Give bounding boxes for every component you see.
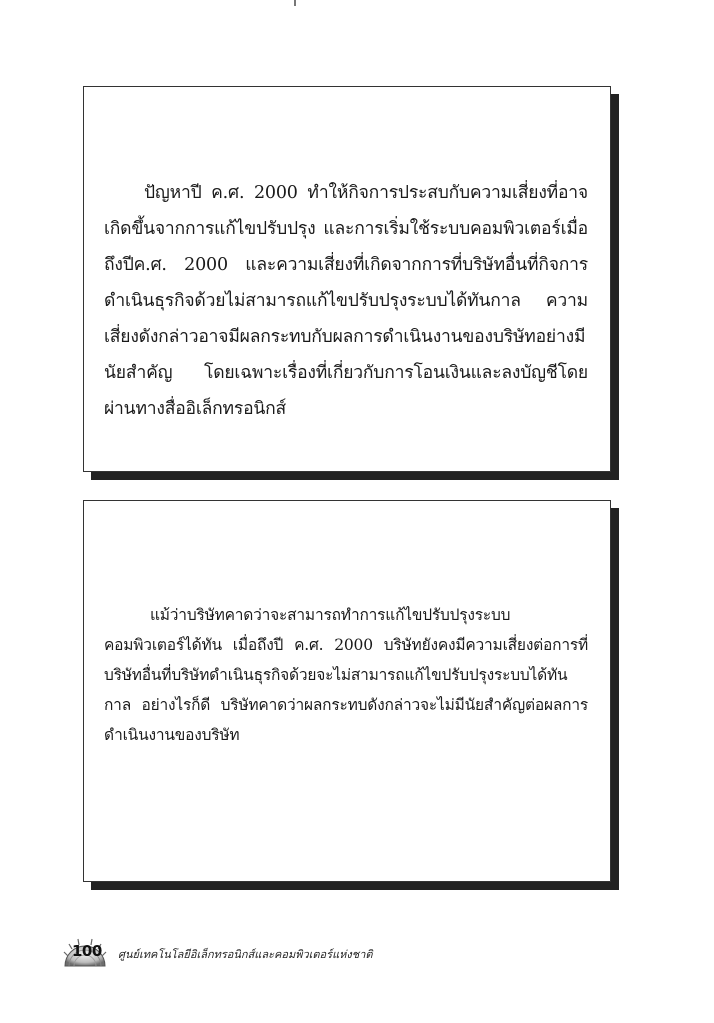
paragraph-y2k-risk: ปัญหาปี ค.ศ. 2000 ทำให้กิจการประสบกับความเสี่ยงที่อาจเกิดขึ้นจากการแก้ไขปรับปรุง และการเริ่มใช้ระบบคอมพิวเตอร์เมื่อถึงปีค.ศ. 2000 และความเสี่ยงที่เกิดจากการที่บริษัทอื่นที่กิจการดำเนินธุรกิจด้วยไม่สามารถแก้ไขปรับปรุงระบบได้ทันกาล ความเสี่ยงดังกล่าวอาจมีผลกระทบกับผลการดำเนินงานของบริษัทอย่างมีนัยสำคัญ โดยเฉพาะเรื่องที่เกี่ยวกับการโอนเงินและลงบัญชีโดยผ่านทางสื่ออิเล็กทรอนิกส์ <box>104 183 588 419</box>
text-box-company-expectation <box>83 500 611 882</box>
page-number: 100 <box>72 942 102 960</box>
text-box-y2k-risk <box>83 86 611 472</box>
page-footer <box>62 922 522 972</box>
footer-organization-name: ศูนย์เทคโนโลยีอิเล็กทรอนิกส์และคอมพิวเตอร์แห่งชาติ <box>118 948 373 961</box>
paragraph-company-expectation: แม้ว่าบริษัทคาดว่าจะสามารถทำการแก้ไขปรับปรุงระบบคอมพิวเตอร์ได้ทัน เมื่อถึงปี ค.ศ. 2000 บริษัทยังคงมีความเสี่ยงต่อการที่บริษัทอื่นที่บริษัทดำเนินธุรกิจด้วยจะไม่สามารถแก้ไขปรับปรุงระบบได้ทันกาล อย่างไรก็ดี บริษัทคาดว่าผลกระทบดังกล่าวจะไม่มีนัยสำคัญต่อผลการดำเนินงานของบริษัท <box>104 606 588 744</box>
scan-mark <box>294 0 296 6</box>
